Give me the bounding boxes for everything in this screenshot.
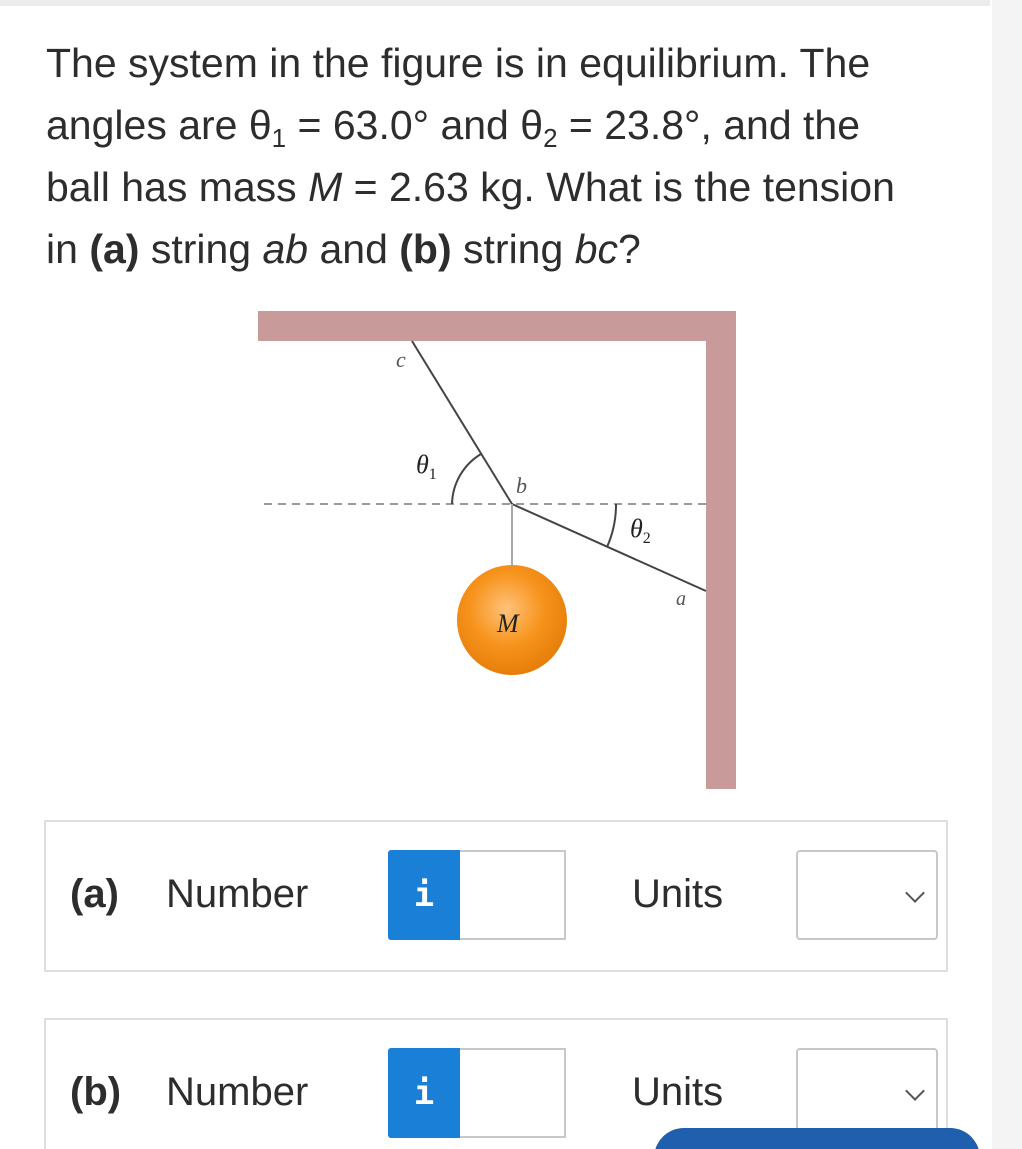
chevron-down-icon	[905, 1081, 925, 1101]
label-a: a	[676, 588, 686, 610]
units-dropdown-b[interactable]	[796, 1048, 938, 1138]
units-label-b: Units	[632, 1070, 724, 1114]
submit-button[interactable]	[654, 1128, 980, 1149]
scroll-gutter	[992, 0, 1022, 1149]
number-input-b[interactable]	[460, 1048, 566, 1138]
info-glyph: i	[413, 875, 435, 915]
label-M: M	[497, 609, 519, 638]
equilibrium-figure	[250, 305, 750, 795]
question-line-1: The system in the figure is in equilibrium. The	[46, 40, 871, 86]
part-label-b: (b)	[70, 1070, 122, 1114]
theta1-arc	[452, 454, 481, 504]
number-label-b: Number	[166, 1070, 309, 1114]
right-wall	[706, 311, 736, 789]
number-input-a[interactable]	[460, 850, 566, 940]
part-label-a: (a)	[70, 872, 119, 916]
question-line-3: ball has mass M = 2.63 kg. What is the tension	[46, 164, 895, 210]
ceiling	[258, 311, 736, 341]
info-glyph: i	[413, 1073, 435, 1113]
info-icon[interactable]	[388, 850, 460, 940]
answer-row-a	[44, 820, 948, 972]
label-theta1: $\theta_1$	[416, 450, 437, 483]
number-label-a: Number	[166, 872, 309, 916]
string-bc	[412, 341, 512, 504]
label-theta2: $\theta_2$	[630, 514, 651, 547]
units-dropdown-a[interactable]	[796, 850, 938, 940]
units-label-a: Units	[632, 872, 724, 916]
question-line-4: in (a) string ab and (b) string bc?	[46, 226, 641, 272]
question-line-2: angles are $\theta_1 = 63.0^\circ$ and $\theta_2 = 23.8^\circ$, and the	[46, 102, 861, 153]
label-b: b	[516, 473, 527, 498]
question-text	[46, 32, 946, 280]
theta2-arc	[607, 504, 616, 547]
label-c: c	[396, 347, 406, 372]
chevron-down-icon	[905, 883, 925, 903]
info-icon[interactable]	[388, 1048, 460, 1138]
top-divider	[0, 0, 990, 6]
